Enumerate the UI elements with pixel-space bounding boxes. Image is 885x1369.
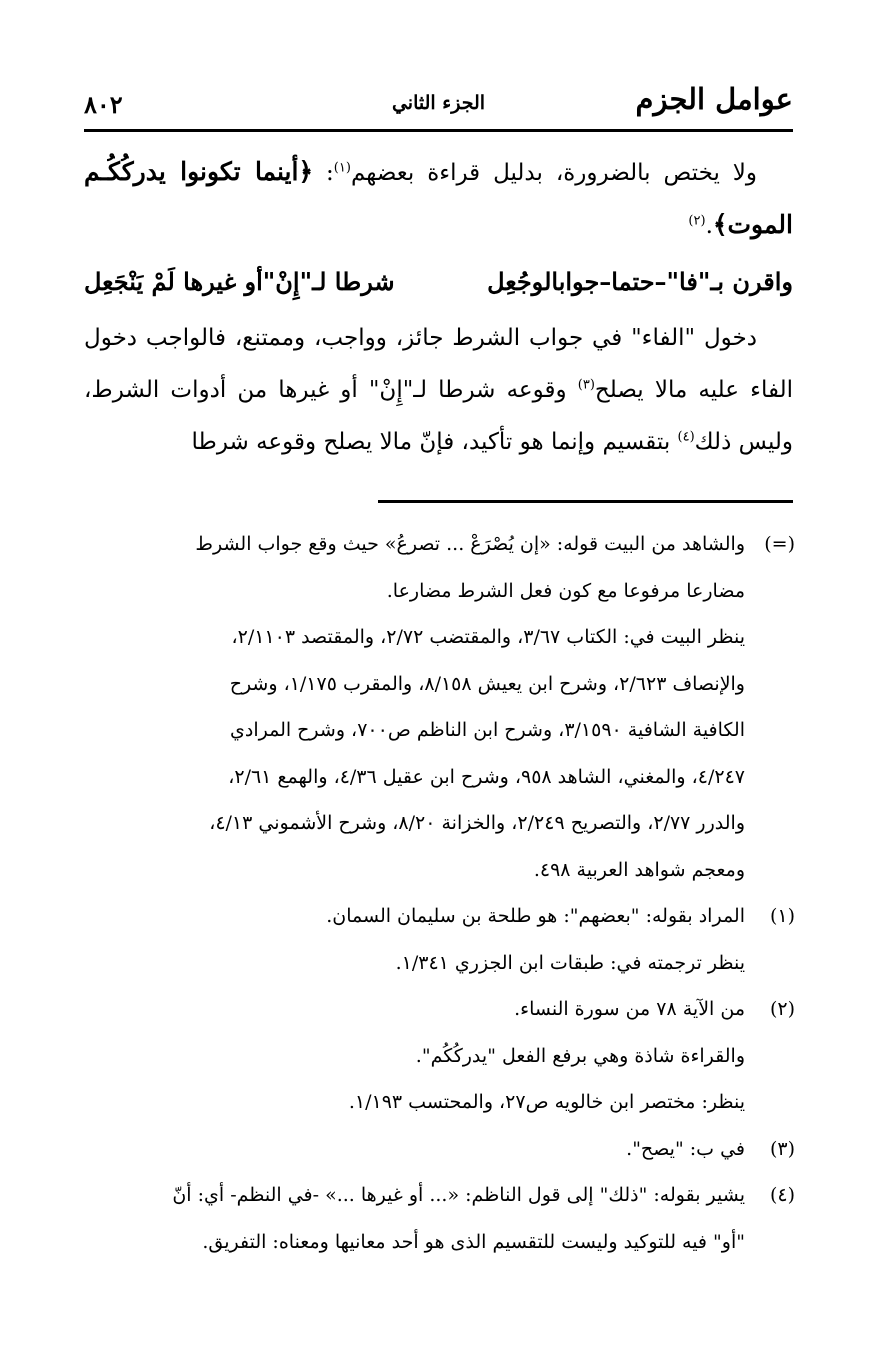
footnote-line: المراد بقوله: "بعضهم": هو طلحة بن سليمان السمان. bbox=[326, 905, 745, 927]
commentary-text-a: دخول "الفاء" في جواب الشرط جائز، وواجب، وممتنع، فالواجب دخول الفاء عليه مالا يصلح bbox=[84, 325, 793, 403]
period: . bbox=[705, 213, 713, 239]
footnote-marker: (٢) bbox=[769, 998, 795, 1020]
poetry-verse bbox=[84, 256, 793, 308]
commentary-text-b: وقوعه شرطا لـ"إِنْ" أو غيرها من أدوات الشرط، وليس ذلك bbox=[84, 377, 793, 455]
verse-second-hemistich: شرطا لـ"إِنْ"أو غيرها لَمْ يَنْجَعِل bbox=[84, 267, 395, 296]
footnote-marker: (٣) bbox=[769, 1137, 795, 1160]
page-number: ٨٠٢ bbox=[84, 90, 123, 119]
footnote-line: "أو" فيه للتوكيد وليست للتقسيم الذى هو أحد معانيها ومعناه: التفريق. bbox=[202, 1230, 745, 1253]
footnote-body bbox=[84, 521, 745, 893]
footnote-line: ٤/٢٤٧، والمغني، الشاهد ٩٥٨، وشرح ابن عقيل ٤/٣٦، والهمع ٢/٦١، bbox=[228, 765, 745, 788]
footnotes bbox=[84, 521, 795, 1265]
footnote-line: والقراءة شاذة وهي برفع الفعل "يدركُكُم". bbox=[415, 1044, 745, 1067]
footnote-3 bbox=[84, 1126, 795, 1173]
footnote-marker: (١) bbox=[769, 905, 795, 927]
footnote-line: الكافية الشافية ٣/١٥٩٠، وشرح ابن الناظم ص٧٠٠، وشرح المرادي bbox=[229, 719, 745, 741]
verse-first-hemistich: واقرن بـ"فا"–حتما–جوابالوجُعِل bbox=[487, 267, 793, 296]
footnote-ref-1: (١) bbox=[333, 160, 351, 176]
footnote-continued bbox=[84, 521, 795, 893]
footnote-marker: (=) bbox=[764, 533, 795, 555]
paragraph-commentary bbox=[84, 312, 793, 468]
footnote-line: في ب: "يصح". bbox=[626, 1137, 745, 1160]
footnote-line: ينظر البيت في: الكتاب ٣/٦٧، والمقتضب ٢/٧٢، والمقتصد ٢/١١٠٣، bbox=[231, 626, 745, 648]
book-title: عوامل الجزم bbox=[635, 82, 793, 116]
colon: : bbox=[313, 160, 334, 186]
footnote-ref-3: (٣) bbox=[577, 377, 595, 393]
quran-quote: ﴿أينما تكونوا يدركُكُـم الموت﴾ bbox=[84, 157, 793, 239]
footnote-line: من الآية ٧٨ من سورة النساء. bbox=[514, 998, 745, 1020]
footnote-body bbox=[84, 1126, 745, 1173]
footnote-line: ينظر: مختصر ابن خالويه ص٢٧، والمحتسب ١/١٩٣. bbox=[348, 1091, 745, 1113]
footnote-line: والشاهد من البيت قوله: «إن يُصْرَعْ ... تصرعُ» حيث وقع جواب الشرط bbox=[195, 533, 745, 555]
footnote-2 bbox=[84, 986, 795, 1126]
paragraph-intro bbox=[84, 146, 793, 252]
footnote-line: والإنصاف ٢/٦٢٣، وشرح ابن يعيش ٨/١٥٨، والمقرب ١/١٧٥، وشرح bbox=[229, 672, 745, 695]
main-text bbox=[84, 146, 793, 468]
footnote-body bbox=[84, 1172, 745, 1265]
footnote-line: ومعجم شواهد العربية ٤٩٨. bbox=[533, 858, 745, 881]
footnote-line: مضارعا مرفوعا مع كون فعل الشرط مضارعا. bbox=[386, 579, 745, 602]
footnote-marker: (٤) bbox=[769, 1184, 795, 1206]
footnote-ref-4: (٤) bbox=[677, 429, 695, 445]
footnote-4 bbox=[84, 1172, 795, 1265]
commentary-text-c: بتقسيم وإنما هو تأكيد، فإنّ مالا يصلح وقوعه شرطا bbox=[191, 429, 678, 455]
header-rule bbox=[84, 129, 793, 132]
part-label: الجزء الثاني bbox=[391, 92, 486, 114]
footnote-line: يشير بقوله: "ذلك" إلى قول الناظم: «... أو غيرها ...» -في النظم- أي: أنّ bbox=[172, 1184, 745, 1206]
footnote-ref-2: (٢) bbox=[688, 213, 706, 229]
footnote-body bbox=[84, 986, 745, 1126]
footnote-separator bbox=[378, 500, 793, 503]
running-header bbox=[84, 82, 793, 126]
footnote-line: ينظر ترجمته في: طبقات ابن الجزري ١/٣٤١. bbox=[395, 951, 745, 974]
footnote-line: والدرر ٢/٧٧، والتصريح ٢/٢٤٩، والخزانة ٨/٢٠، وشرح الأشموني ٤/١٣، bbox=[209, 812, 745, 834]
intro-text: ولا يختص بالضرورة، بدليل قراءة بعضهم bbox=[350, 160, 757, 186]
footnote-1 bbox=[84, 893, 795, 986]
footnote-body bbox=[84, 893, 745, 986]
